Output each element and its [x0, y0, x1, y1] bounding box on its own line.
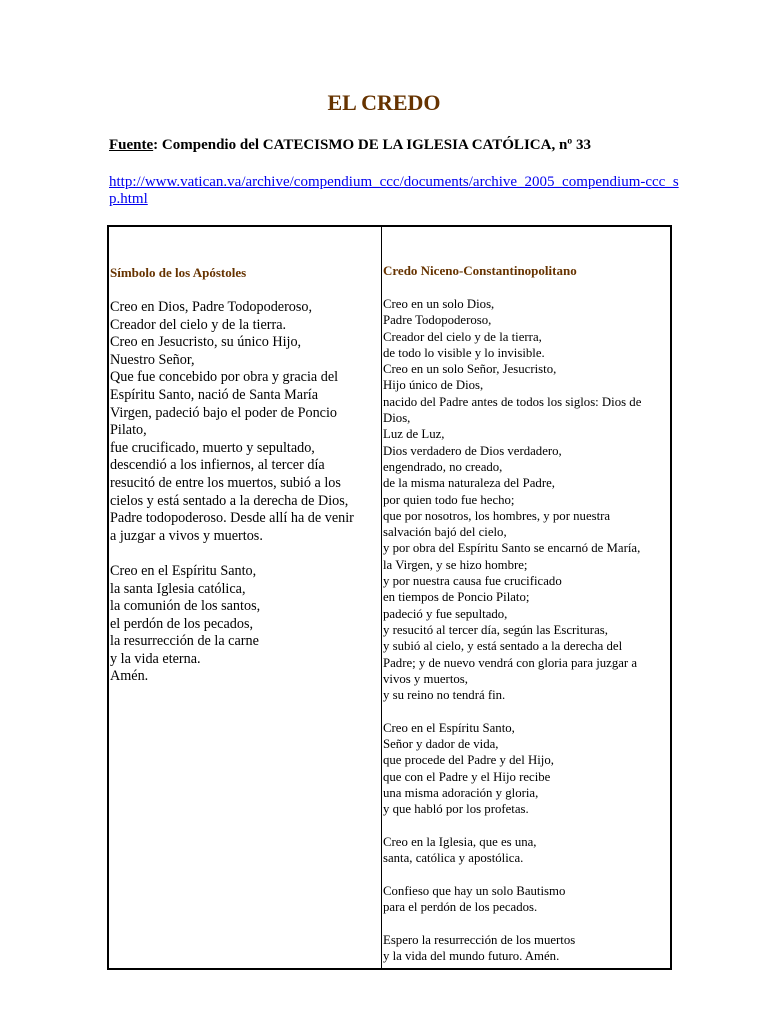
- source-url-paragraph: [109, 174, 679, 208]
- source-url-link[interactable]: http://www.vatican.va/archive/compendium_ccc/documents/archive_2005_compendium-ccc_sp.html: [109, 174, 679, 207]
- apostles-creed-text: Creo en Dios, Padre Todopoderoso, Creador del cielo y de la tierra. Creo en Jesucristo, su único Hijo, Nuestro Señor, Que fue concebido por obra y gracia del Espíritu Santo, nació de Santa María Virgen, padeció bajo el poder de Poncio Pilato, fue crucificado, muerto y sepultado, descendió a los infiernos, al tercer día resucitó de entre los muertos, subió a los cielos y está sentado a la derecha de Dios, Padre todopoderoso. Desde allí ha de venir a juzgar a vivos y muertos. Creo en el Espíritu Santo, la santa Iglesia católica, la comunión de los santos, el perdón de los pecados, la resurrección de la carne y la vida eterna. Amén.: [110, 299, 354, 685]
- nicene-creed-heading: Credo Niceno-Constantinopolitano: [383, 263, 577, 278]
- column-divider: [381, 227, 382, 968]
- creed-comparison-table: [107, 225, 672, 970]
- nicene-creed-column: [383, 227, 672, 968]
- source-text: : Compendio del CATECISMO DE LA IGLESIA CATÓLICA, nº 33: [153, 137, 591, 153]
- apostles-creed-column: [110, 227, 380, 968]
- apostles-creed-heading: Símbolo de los Apóstoles: [110, 265, 247, 280]
- document-title: EL CREDO: [327, 90, 441, 115]
- source-line: [109, 137, 709, 154]
- nicene-creed-text: Creo en un solo Dios, Padre Todopoderoso, Creador del cielo y de la tierra, de todo lo visible y lo invisible. Creo en un solo Señor, Jesucristo, Hijo único de Dios, nacido del Padre antes de todos los siglos: Dios de Dios, Luz de Luz, Dios verdadero de Dios verdadero, engendrado, no creado, de la misma naturaleza del Padre, por quien todo fue hecho; que por nosotros, los hombres, y por nuestra salvación bajó del cielo, y por obra del Espíritu Santo se encarnó de María, la Virgen, y se hizo hombre; y por nuestra causa fue crucificado en tiempos de Poncio Pilato; padeció y fue sepultado, y resucitó al tercer día, según las Escrituras, y subió al cielo, y está sentado a la derecha del Padre; y de nuevo vendrá con gloria para juzgar a vivos y muertos, y su reino no tendrá fin. Creo en el Espíritu Santo, Señor y dador de vida, que procede del Padre y del Hijo, que con el Padre y el Hijo recibe una misma adoración y gloria, y que habló por los profetas. Creo en la Iglesia, que es una, santa, católica y apostólica. Confieso que hay un solo Bautismo para el perdón de los pecados. Espero la resurrección de los muertos y la vida del mundo futuro. Amén.: [383, 297, 642, 963]
- source-label: Fuente: [109, 137, 154, 153]
